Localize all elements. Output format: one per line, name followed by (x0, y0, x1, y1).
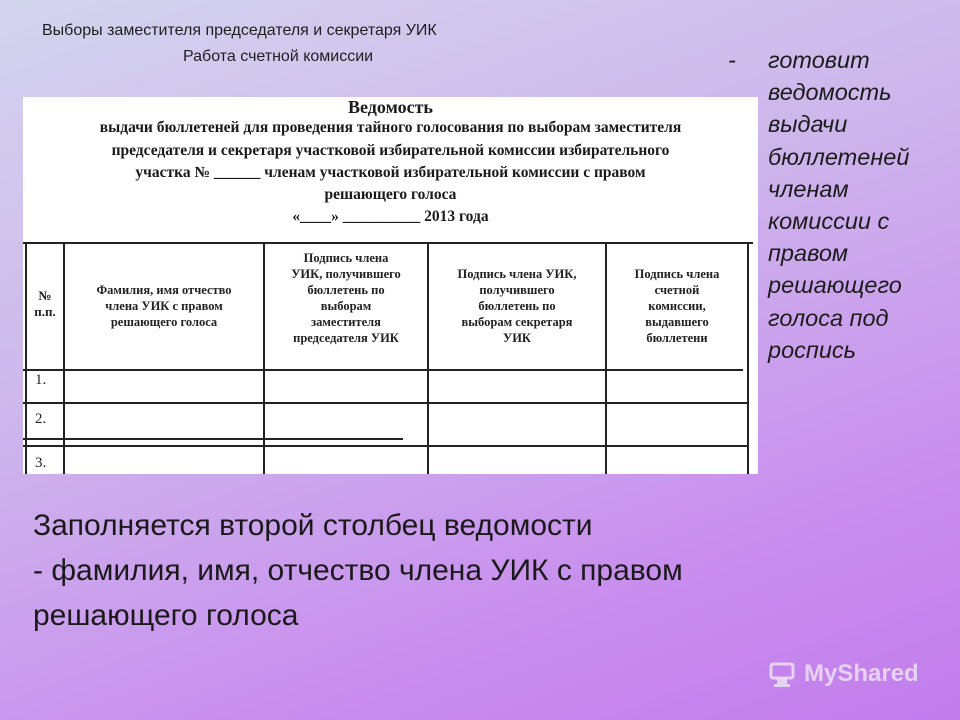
note-text (768, 44, 958, 366)
note-line: голоса под (768, 304, 889, 331)
note-line: ведомость (768, 79, 892, 106)
note-line: роспись (768, 336, 856, 363)
note-line: решающего (768, 272, 902, 299)
document-subtitle-line: участка № ______ членам участковой избирательной комиссии с правом (135, 164, 646, 181)
explanation-line: Заполняется второй столбец ведомости (33, 509, 593, 542)
table-rule (747, 242, 749, 474)
note-line: комиссии с (768, 208, 890, 235)
table-rule (63, 242, 65, 474)
document-image (23, 97, 758, 474)
note-dash: - (728, 47, 736, 73)
document-subtitle-line: «____» __________ 2013 года (292, 208, 489, 225)
document-title: Ведомость (348, 97, 433, 117)
note-line: правом (768, 240, 849, 267)
table-rule (23, 369, 743, 371)
document-subtitle-line: решающего голоса (324, 186, 457, 203)
explanation-line: - фамилия, имя, отчество члена УИК с правом (33, 554, 683, 587)
note-line: бюллетеней (768, 143, 910, 170)
explanation-text (33, 503, 933, 638)
table-rule (23, 242, 753, 244)
document-subtitle-line: председателя и секретаря участковой избирательной комиссии избирательного (111, 142, 670, 159)
watermark (768, 656, 919, 692)
header-title: Выборы заместителя председателя и секретаря УИК (42, 22, 437, 39)
table-rule (23, 445, 748, 447)
column-header-name: Фамилия, имя отчество члена УИК с правом решающего голоса (96, 283, 232, 329)
column-header-counter-signature: Подпись члена счетной комиссии, выдавшего бюллетени (634, 267, 720, 345)
ballot-table (23, 242, 758, 474)
column-header-number: № п.п. (34, 288, 56, 319)
document-subtitle-line: выдачи бюллетеней для проведения тайного голосования по выборам заместителя (99, 119, 682, 136)
row-number: 3. (35, 455, 47, 471)
note-line: выдачи (768, 111, 848, 138)
table-rule (23, 402, 748, 404)
row-number: 1. (35, 372, 47, 388)
watermark-text: MyShared (804, 660, 919, 687)
header-subtitle: Работа счетной комиссии (183, 48, 374, 65)
table-rule (25, 242, 27, 474)
column-header-deputy-signature: Подпись члена УИК, получившего бюллетень по выборам заместителя председателя УИК (291, 251, 401, 345)
column-header-secretary-signature: Подпись члена УИК, получившего бюллетень по выборам секретаря УИК (457, 267, 577, 345)
note-line: готовит (768, 47, 870, 73)
table-rule (23, 438, 403, 440)
explanation-line: решающего голоса (33, 599, 299, 632)
row-number: 2. (35, 411, 47, 427)
note-line: членам (768, 175, 849, 202)
mydocument-logo-icon (768, 660, 798, 688)
